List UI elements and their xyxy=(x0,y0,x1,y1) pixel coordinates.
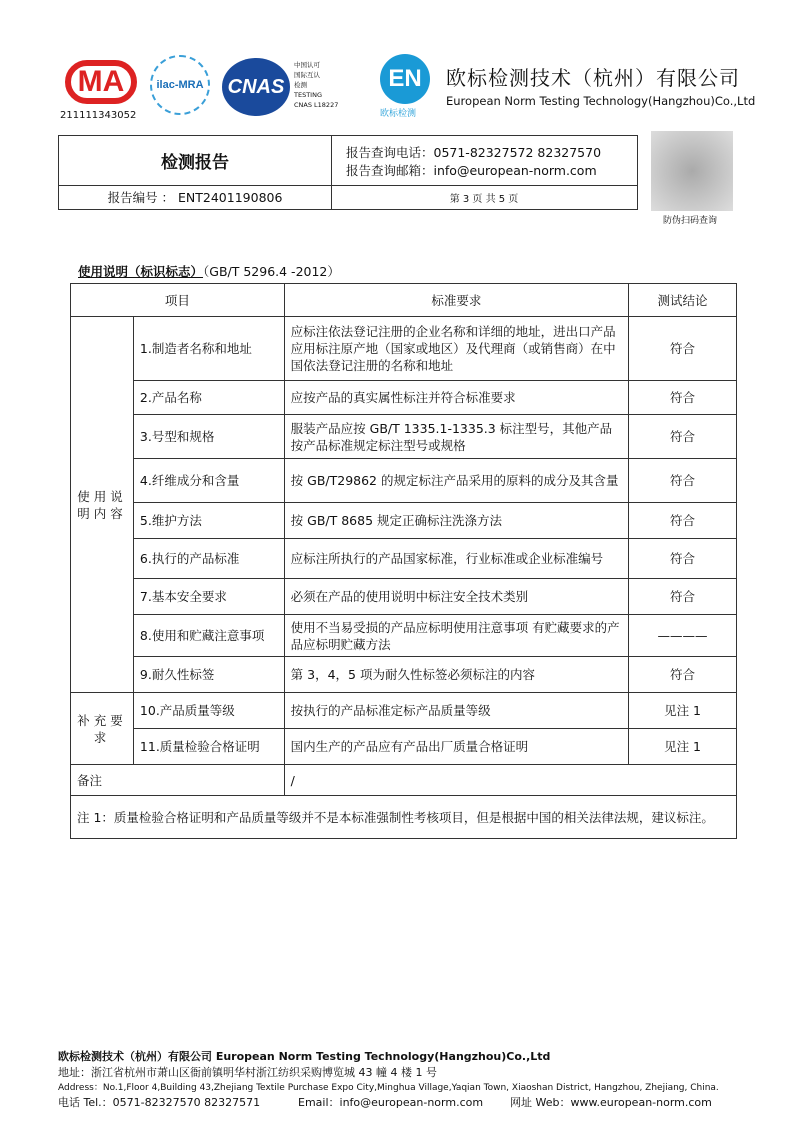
col-header: 标准要求 xyxy=(284,284,628,317)
req-cell: 应标注所执行的产品国家标准，行业标准或企业标准编号 xyxy=(284,539,628,579)
table-row xyxy=(71,381,737,415)
contact-info xyxy=(346,144,601,180)
item-cell: 8.使用和贮藏注意事项 xyxy=(133,615,284,657)
req-cell: 使用不当易受损的产品应标明使用注意事项 有贮藏要求的产品应标明贮藏方法 xyxy=(284,615,628,657)
phone-line: 报告查询电话：0571-82327572 82327570 xyxy=(346,145,602,160)
req-cell: 按 GB/T29862 的规定标注产品采用的原料的成分及其含量 xyxy=(284,459,628,503)
cnas-line: CNAS L18227 xyxy=(294,101,339,109)
table-row xyxy=(71,693,737,729)
footer-tel: 电话 Tel.：0571-82327570 82327571 xyxy=(58,1096,261,1109)
footer-address-cn: 地址：浙江省杭州市萧山区衙前镇明华村浙江纺织采购博览城 43 幢 4 楼 1 号 xyxy=(58,1066,437,1079)
table-row xyxy=(71,729,737,765)
req-cell: 应按产品的真实属性标注并符合标准要求 xyxy=(284,381,628,415)
cnas-line: 中国认可 xyxy=(294,61,320,69)
req-cell: 应标注依法登记注册的企业名称和详细的地址，进出口产品应用标注原产地（国家或地区）及代理商（或销售商）在中国依法登记注册的名称和地址 xyxy=(284,317,628,381)
cnas-line: TESTING xyxy=(294,91,322,99)
en-logo-sub: 欧标检测 xyxy=(380,109,417,119)
req-cell: 必须在产品的使用说明中标注安全技术类别 xyxy=(284,579,628,615)
result-cell: ———— xyxy=(629,615,737,657)
item-cell: 9.耐久性标签 xyxy=(133,657,284,693)
note-row xyxy=(71,796,737,839)
result-cell: 符合 xyxy=(629,459,737,503)
cma-number: 211111343052 xyxy=(60,110,137,121)
req-cell: 服装产品应按 GB/T 1335.1-1335.3 标注型号，其他产品按产品标准规定标注型号或规格 xyxy=(284,415,628,459)
company-name-en: European Norm Testing Technology(Hangzhou)Co.,Ltd xyxy=(446,94,756,108)
footer-company: 欧标检测技术（杭州）有限公司 European Norm Testing Technology(Hangzhou)Co.,Ltd xyxy=(58,1050,551,1063)
req-cell: 按 GB/T 8685 规定正确标注洗涤方法 xyxy=(284,503,628,539)
req-cell: 第 3，4，5 项为耐久性标签必须标注的内容 xyxy=(284,657,628,693)
footer-email: Email：info@european-norm.com xyxy=(298,1096,484,1109)
group-label: 补充要求 xyxy=(71,693,134,765)
cma-logo: MA xyxy=(65,60,137,104)
group-label: 使用说明内容 xyxy=(71,317,134,693)
item-cell: 11.质量检验合格证明 xyxy=(133,729,284,765)
table-header-row xyxy=(71,284,737,317)
table-row xyxy=(71,317,737,381)
table-row xyxy=(71,615,737,657)
footer-address-en: Address：No.1,Floor 4,Building 43,Zhejiang Textile Purchase Expo City,Minghua Village,Yaqian Town, Xiaoshan District, Hangzhou, Zhejiang, China. xyxy=(58,1083,719,1093)
col-header: 测试结论 xyxy=(629,284,737,317)
table-row xyxy=(71,579,737,615)
result-cell: 符合 xyxy=(629,539,737,579)
qr-label: 防伪扫码查询 xyxy=(663,216,718,226)
table-row xyxy=(71,539,737,579)
page-indicator: 第 3 页 共 5 页 xyxy=(449,193,519,205)
item-cell: 4.纤维成分和含量 xyxy=(133,459,284,503)
remark-label: 备注 xyxy=(71,765,285,796)
qr-code[interactable] xyxy=(651,131,733,211)
report-title: 检测报告 xyxy=(59,136,332,186)
result-cell: 见注 1 xyxy=(629,729,737,765)
table-row xyxy=(71,459,737,503)
ilac-mra-logo: ilac-MRA xyxy=(150,55,210,115)
report-header-box xyxy=(58,135,638,210)
item-cell: 7.基本安全要求 xyxy=(133,579,284,615)
note-text: 注 1：质量检验合格证明和产品质量等级并不是本标准强制性考核项目，但是根据中国的相关法律法规，建议标注。 xyxy=(71,796,737,839)
item-cell: 5.维护方法 xyxy=(133,503,284,539)
footer-web: 网址 Web：www.european-norm.com xyxy=(510,1096,712,1109)
table-row xyxy=(71,657,737,693)
remark-row xyxy=(71,765,737,796)
section-title xyxy=(78,262,340,280)
table-row xyxy=(71,503,737,539)
item-cell: 10.产品质量等级 xyxy=(133,693,284,729)
result-cell: 符合 xyxy=(629,415,737,459)
result-cell: 符合 xyxy=(629,503,737,539)
remark-value: / xyxy=(284,765,736,796)
item-cell: 6.执行的产品标准 xyxy=(133,539,284,579)
result-cell: 符合 xyxy=(629,381,737,415)
col-header: 项目 xyxy=(71,284,285,317)
section-heading: 使用说明（标识标志） xyxy=(78,264,204,279)
result-cell: 符合 xyxy=(629,657,737,693)
result-cell: 符合 xyxy=(629,317,737,381)
item-cell: 2.产品名称 xyxy=(133,381,284,415)
en-logo: EN xyxy=(380,54,430,104)
section-standard: （GB/T 5296.4 -2012） xyxy=(203,264,340,279)
result-cell: 符合 xyxy=(629,579,737,615)
cnas-text xyxy=(294,60,338,110)
cnas-line: 检测 xyxy=(294,81,307,89)
label-requirements-table xyxy=(70,283,737,839)
company-name-cn: 欧标检测技术（杭州）有限公司 xyxy=(446,66,740,90)
item-cell: 3.号型和规格 xyxy=(133,415,284,459)
req-cell: 按执行的产品标准定标产品质量等级 xyxy=(284,693,628,729)
email-line: 报告查询邮箱：info@european-norm.com xyxy=(346,163,597,178)
item-cell: 1.制造者名称和地址 xyxy=(133,317,284,381)
cnas-line: 国际互认 xyxy=(294,71,320,79)
result-cell: 见注 1 xyxy=(629,693,737,729)
table-row xyxy=(71,415,737,459)
report-number: 报告编号 ： ENT2401190806 xyxy=(59,185,332,209)
req-cell: 国内生产的产品应有产品出厂质量合格证明 xyxy=(284,729,628,765)
cnas-logo: CNAS xyxy=(222,58,290,116)
